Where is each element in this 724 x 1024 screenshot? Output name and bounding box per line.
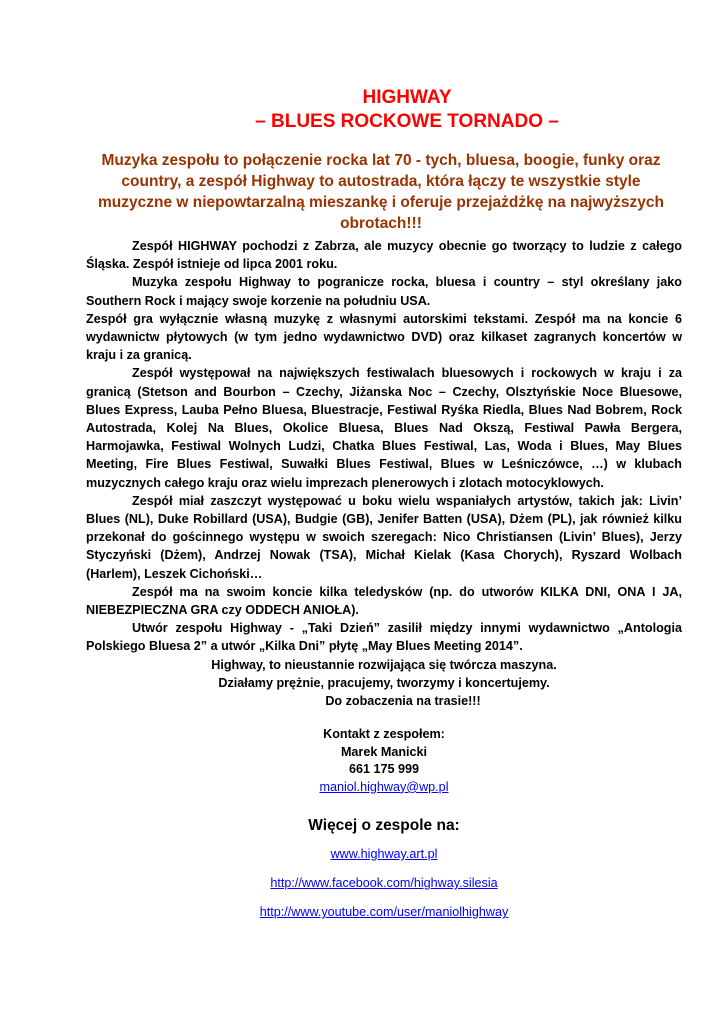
body-text [86,237,682,656]
intro-paragraph: Muzyka zespołu to połączenie rocka lat 70 - tych, bluesa, boogie, funky oraz country, a zespół Highway to autostrada, która łączy te wszystkie style muzyczne w niepowtarzalną mieszankę i oferuje przejażdżkę na najwyższych obrotach!!! [98,152,664,232]
body-paragraph: Zespół ma na swoim koncie kilka teledysków (np. do utworów KILKA DNI, ONA I JA, NIEBEZPIECZNA GRA czy ODDECH ANIOŁA). [86,584,682,618]
body-paragraph: Zespół HIGHWAY pochodzi z Zabrza, ale muzycy obecnie go tworzący to ludzie z całego Śląska. Zespół istnieje od lipca 2001 roku. [86,239,682,272]
contact-heading: Kontakt z zespołem: [323,727,445,741]
contact-email-link[interactable]: maniol.highway@wp.pl [319,779,449,794]
page-title: HIGHWAY [362,87,452,108]
body-paragraph: Zespół gra wyłącznie własną muzykę z własnymi autorskimi tekstami. Zespół ma na koncie 6 wydawnictw płytowych (w tym jedno wydawnictwo DVD) oraz kilkaset zagranych koncertów w kraju i za granicą. [86,311,682,363]
more-heading: Więcej o zespole na: [308,817,460,834]
body-paragraph: Muzyka zespołu Highway to pogranicze rocka, bluesa i country – styl określany jako Southern Rock i mający swoje korzenie na południu USA. [86,275,682,308]
contact-block [86,726,682,796]
links-block [86,846,682,933]
title-block [0,86,724,134]
body-paragraph: Utwór zespołu Highway - „Taki Dzień” zasilił między innymi wydawnictwo „Antologia Polskiego Bluesa 2” a utwór „Kilka Dni” płytę „May Blues Meeting 2014”. [86,621,682,654]
youtube-link[interactable]: http://www.youtube.com/user/maniolhighway [259,905,509,919]
closing-line: Do zobaczenia na trasie!!! [325,694,481,709]
body-paragraph: Zespół występował na największych festiwalach bluesowych i rockowych w kraju i za granicą (Stetson and Bourbon – Czechy, Jiżanska Noc – Czechy, Olsztyńskie Noce Bluesowe, Blues Express, Lauba Pełno Bluesa, Bluestracje, Festiwal Ryśka Riedla, Blues Nad Bobrem, Rock Autostrada, Kolej Na Blues, Okolice Bluesa, Blues Nad Okszą, Festiwal Pawła Bergera, Harmojawka, Festiwal Wolnych Ludzi, Chatka Blues Festiwal, Las, Woda i Blues, May Blues Meeting, Fire Blues Festiwal, Suwałki Blues Festiwal, Blues w Leśniczówce, …) w klubach muzycznych całego kraju oraz wielu imprezach plenerowych i zlotach motocyklowych. [86,366,682,490]
body-paragraph: Zespół miał zaszczyt występować u boku wielu wspaniałych artystów, takich jak: Livin’ Blues (NL), Duke Robillard (USA), Budgie (GB), Jenifer Batten (USA), Dżem (PL), jak również kilku przekonał do gościnnego występu w swoich szeregach: Nico Christiansen (Livin’ Blues), Jerzy Styczyński (Dżem), Andrzej Nowak (TSA), Michał Kielak (Kasa Chorych), Ryszard Wolbach (Harlem), Leszek Cichoński… [86,493,682,581]
contact-phone: 661 175 999 [348,762,420,777]
closing-block [86,656,682,711]
contact-name: Marek Manicki [340,744,428,759]
facebook-link[interactable]: http://www.facebook.com/highway.silesia [270,876,498,890]
page-subtitle: – BLUES ROCKOWE TORNADO – [255,111,559,132]
closing-line: Działamy prężnie, pracujemy, tworzymy i koncertujemy. [218,676,550,691]
closing-line: Highway, to nieustannie rozwijająca się twórcza maszyna. [211,658,557,672]
website-link[interactable]: www.highway.art.pl [330,847,438,861]
